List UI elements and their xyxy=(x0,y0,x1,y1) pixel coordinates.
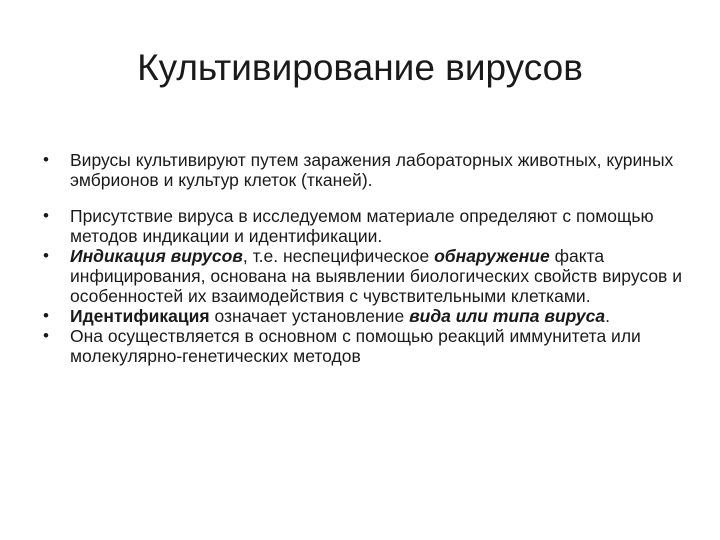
item-text xyxy=(70,306,610,326)
term-species-type: вида или типа вируса xyxy=(409,306,606,326)
term-indication: Индикация вирусов xyxy=(70,246,243,266)
bullet-icon: • xyxy=(43,326,49,345)
bullet-icon: • xyxy=(43,306,49,325)
list-item xyxy=(36,150,686,190)
bullet-icon: • xyxy=(43,150,49,169)
item-text xyxy=(70,246,682,306)
list-item xyxy=(36,206,686,246)
bullet-icon: • xyxy=(43,206,49,225)
bullet-icon: • xyxy=(43,246,49,265)
slide-title: Культивирование вирусов xyxy=(137,47,583,88)
item-text: Вирусы культивируют путем заражения лабораторных животных, куриных эмбрионов и культур клеток (тканей). xyxy=(70,150,674,190)
term-detection: обнаружение xyxy=(434,246,550,266)
item-text-part: , т.е. неспецифическое xyxy=(242,246,435,266)
list-item xyxy=(36,306,686,326)
list-item xyxy=(36,326,686,366)
bullet-list xyxy=(36,150,686,366)
item-text-part: . xyxy=(605,306,610,326)
term-identification: Идентификация xyxy=(70,306,210,326)
list-item xyxy=(36,246,686,306)
item-text: Присутствие вируса в исследуемом материале определяют с помощью методов индикации и идентификации. xyxy=(70,206,654,246)
item-text: Она осуществляется в основном с помощью реакций иммунитета или молекулярно-генетических методов xyxy=(70,326,641,366)
item-text-part: факта инфицирования, основана на выявлении биологических свойств вирусов и особенностей их взаимодействия с чувствительными клетками. xyxy=(70,246,682,306)
item-text-part: означает установление xyxy=(209,306,410,326)
